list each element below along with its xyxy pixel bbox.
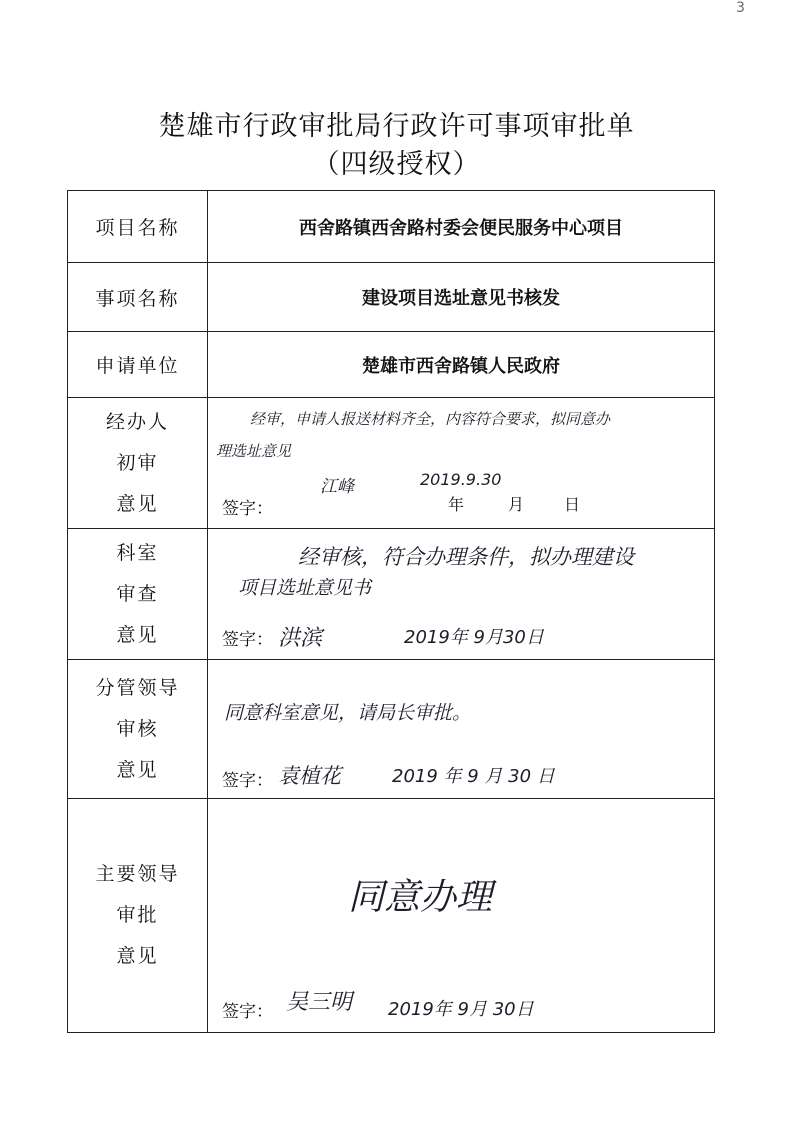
chief-opinion: 同意办理: [348, 877, 493, 918]
section-row: [68, 529, 715, 660]
handler-opinion-line1: 经审，申请人报送材料齐全，内容符合要求，拟同意办: [250, 410, 611, 428]
deputy-sign-label: 签字：: [222, 771, 273, 791]
chief-row: [68, 799, 715, 1033]
form-subtitle: （四级授权）: [312, 149, 481, 180]
matter-row: [68, 263, 715, 332]
handler-handwritten-date: 2019.9.30: [420, 470, 502, 489]
deputy-signature: 袁植花: [278, 764, 341, 788]
handler-day-char: 日: [564, 495, 581, 514]
applicant-value: 楚雄市西舍路镇人民政府: [208, 332, 715, 398]
project-value: 西舍路镇西舍路村委会便民服务中心项目: [208, 191, 715, 263]
chief-sign-label: 签字：: [222, 1002, 273, 1022]
section-label: 科室 审查 意见: [68, 529, 208, 660]
corner-mark: 3: [736, 0, 745, 16]
section-opinion-line2: 项目选址意见书: [238, 577, 372, 599]
handler-sign-label: 签字：: [222, 499, 273, 519]
section-sign-label: 签字：: [222, 630, 273, 650]
applicant-label: 申请单位: [68, 332, 208, 398]
project-label: 项目名称: [68, 191, 208, 263]
section-opinion-cell: [208, 529, 715, 660]
matter-label: 事项名称: [68, 263, 208, 332]
matter-value: 建设项目选址意见书核发: [208, 263, 715, 332]
section-opinion-line1: 经审核，符合办理条件，拟办理建设: [298, 545, 634, 569]
handler-month-char: 月: [508, 495, 525, 514]
chief-opinion-cell: [208, 799, 715, 1033]
approval-form-table: [67, 190, 715, 1033]
project-row: [68, 191, 715, 263]
handler-signature: 江峰: [320, 477, 354, 497]
section-signature: 洪滨: [278, 626, 323, 651]
chief-signature: 吴三明: [286, 990, 353, 1015]
form-title: 楚雄市行政审批局行政许可事项审批单: [158, 111, 635, 142]
deputy-opinion-cell: [208, 660, 715, 799]
deputy-date: 2019 年 9 月 30 日: [392, 766, 555, 787]
handler-opinion-line2: 理选址意见: [216, 442, 292, 460]
handler-label: 经办人 初审 意见: [68, 398, 208, 529]
section-date: 2019年 9月30日: [404, 627, 544, 648]
deputy-opinion: 同意科室意见，请局长审批。: [224, 702, 472, 724]
deputy-row: [68, 660, 715, 799]
handler-year-char: 年: [448, 495, 465, 514]
chief-label: 主要领导 审批 意见: [68, 799, 208, 1033]
handler-row: [68, 398, 715, 529]
handler-opinion-cell: [208, 398, 715, 529]
deputy-label: 分管领导 审核 意见: [68, 660, 208, 799]
applicant-row: [68, 332, 715, 398]
chief-date: 2019年 9月 30日: [388, 999, 534, 1020]
